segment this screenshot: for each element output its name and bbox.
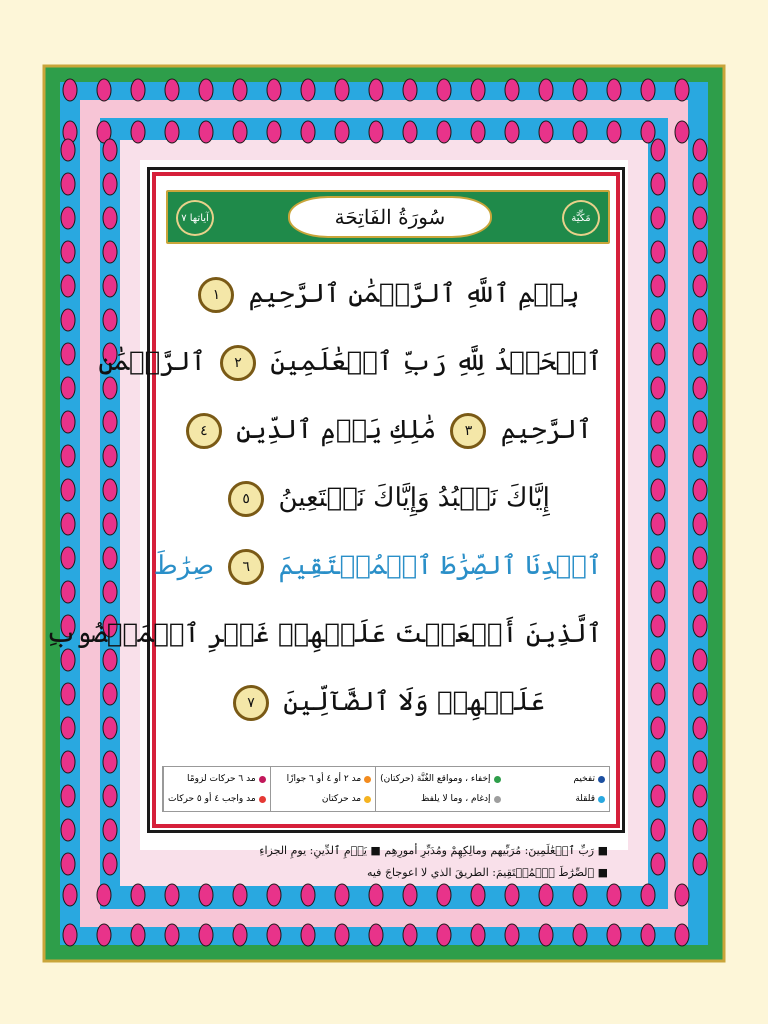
ornament-motif [693,343,707,365]
ornament-motif [693,275,707,297]
ornament-motif [641,79,655,101]
legend-item: مد ٦ حركات لزومًا [168,774,266,784]
ornament-motif [607,79,621,101]
ornament-motif [675,884,689,906]
verse-text: صِرَٰطَ [153,551,215,581]
ornament-motif [675,924,689,946]
verse-line-2 [98,328,616,396]
verse-line-4 [156,464,616,532]
verse-line-7 [156,668,616,736]
ornament-motif [103,785,117,807]
ornament-motif [693,581,707,603]
ornament-motif [641,884,655,906]
ornament-motif [61,139,75,161]
legend-item: مد ٢ أو ٤ أو ٦ جوازًا [275,774,371,784]
verse-text: إِيَّاكَ نَعۡبُدُ وَإِيَّاكَ نَسۡتَعِينُ [278,483,550,513]
ornament-motif [693,445,707,467]
ornament-motif [651,853,665,875]
ornament-motif [693,513,707,535]
ornament-motif [131,121,145,143]
verse-text: عَلَيۡهِمۡ وَلَا ٱلضَّآلِّينَ [283,687,546,717]
legend-item: إخفاء ، ومواقع الغُنَّة (حركتان) [380,774,500,784]
legend-item: قلقلة [509,794,605,804]
ornament-motif [61,309,75,331]
verse-text: ٱهۡدِنَا ٱلصِّرَٰطَ ٱلۡمُسۡتَقِيمَ [278,551,602,581]
legend-item: إدغام ، وما لا يلفظ [380,794,500,804]
ornament-motif [651,615,665,637]
ornament-motif [267,884,281,906]
ornament-motif [539,924,553,946]
verse-number: ٧ [233,685,269,721]
ornament-motif [693,241,707,263]
text-panel [45,172,620,828]
ornament-motif [61,819,75,841]
ornament-motif [651,207,665,229]
ornament-motif [61,479,75,501]
ornament-motif [651,479,665,501]
surah-title: سُورَةُ الفَاتِحَة [288,196,492,238]
ornament-motif [573,924,587,946]
ornament-motif [693,785,707,807]
ornament-motif [651,819,665,841]
ornament-motif [573,121,587,143]
ornament-motif [693,377,707,399]
ornament-motif [301,79,315,101]
ornament-motif [61,275,75,297]
ornament-motif [403,121,417,143]
ornament-motif [693,479,707,501]
ornament-motif [165,121,179,143]
legend-column-1 [163,767,270,811]
ornament-motif [651,411,665,433]
ornament-motif [165,884,179,906]
ornament-motif [103,819,117,841]
color-dot-icon [494,776,501,783]
color-dot-icon [259,796,266,803]
verse-number: ٥ [228,481,264,517]
ornament-motif [675,79,689,101]
ornament-motif [693,649,707,671]
ornament-motif [651,785,665,807]
ornament-motif [267,121,281,143]
ornament-motif [61,173,75,195]
ornament-motif [61,853,75,875]
ornament-motif [199,79,213,101]
verse-text: ٱلَّذِينَ أَنۡعَمۡتَ عَلَيۡهِمۡ غَيۡرِ ٱلۡمَغۡضُوبِ [45,619,602,649]
ornament-motif [641,924,655,946]
ornament-motif [505,121,519,143]
ornament-motif [103,207,117,229]
ornament-motif [573,884,587,906]
verse-line-1 [156,260,616,328]
ornament-motif [693,547,707,569]
ornament-motif [267,79,281,101]
ornament-motif [693,207,707,229]
ornament-motif [693,615,707,637]
ornament-motif [61,785,75,807]
ornament-motif [471,884,485,906]
ornament-motif [61,513,75,535]
ornament-motif [301,924,315,946]
ornament-motif [131,924,145,946]
ornament-motif [61,547,75,569]
ornament-motif [437,884,451,906]
ornament-motif [199,121,213,143]
color-dot-icon [364,776,371,783]
ornament-motif [369,79,383,101]
ornament-motif [63,924,77,946]
ornament-motif [165,79,179,101]
ornament-motif [651,581,665,603]
ornament-motif [471,924,485,946]
ornament-motif [675,121,689,143]
ornament-motif [505,884,519,906]
ornament-motif [471,121,485,143]
ornament-motif [103,853,117,875]
ornament-motif [573,79,587,101]
ornament-motif [165,924,179,946]
ornament-motif [539,884,553,906]
verse-text: ٱلۡحَمۡدُ لِلَّهِ رَبِّ ٱلۡعَٰلَمِينَ [270,347,602,377]
ornament-motif [651,241,665,263]
ornament-motif [369,924,383,946]
ornament-motif [403,924,417,946]
ornament-motif [103,445,117,467]
ornament-motif [651,751,665,773]
verse-text: ٱلرَّحِيمِ [500,415,593,445]
ornament-motif [539,121,553,143]
ornament-motif [131,884,145,906]
ornament-motif [651,717,665,739]
ornament-motif [651,139,665,161]
verse-line-6 [45,600,616,668]
ornament-motif [233,121,247,143]
ornament-motif [61,377,75,399]
legend-item: تفخيم [509,774,605,784]
ornament-motif [61,445,75,467]
verse-number: ٤ [186,413,222,449]
ornament-motif [693,411,707,433]
ornament-motif [61,207,75,229]
verse-text: ٱلرَّحۡمَٰنِ [98,347,206,377]
ornament-motif [693,173,707,195]
verse-number: ١ [198,277,234,313]
ornament-motif [693,853,707,875]
ornament-motif [61,411,75,433]
verse-text: مَٰلِكِ يَوۡمِ ٱلدِّينِ [236,415,437,445]
ornament-motif [651,547,665,569]
ornament-motif [103,513,117,535]
ornament-motif [369,884,383,906]
ornament-motif [539,79,553,101]
footnote-line-1: ■ رَبِّ ٱلۡعَٰلَمِينَ: مُرَبِّيهم ومالِكِهِمْ ومُدَبِّرِ أمورِهِم ■ يَوۡمِ ٱلدِّينِ: يومِ الجزاءِ [259,844,608,857]
ornament-motif [103,717,117,739]
ornament-motif [103,411,117,433]
surah-header [166,190,610,244]
ornament-motif [651,513,665,535]
ornament-motif [651,683,665,705]
ornament-motif [693,139,707,161]
ornament-motif [335,121,349,143]
ornament-motif [63,79,77,101]
ornament-motif [651,377,665,399]
ornament-motif [651,309,665,331]
ornament-motif [233,884,247,906]
ornament-motif [97,884,111,906]
ornament-motif [301,121,315,143]
ornament-motif [267,924,281,946]
ornament-motif [693,751,707,773]
legend-item: مد حركتان [275,794,371,804]
ornament-motif [651,173,665,195]
legend-column-3 [375,767,504,811]
ornament-motif [63,884,77,906]
ornament-motif [607,924,621,946]
ornament-motif [335,884,349,906]
legend-column-4 [505,767,609,811]
verse-number: ٣ [450,413,486,449]
ornament-motif [233,79,247,101]
ornament-motif [641,121,655,143]
color-dot-icon [259,776,266,783]
ornament-motif [61,683,75,705]
legend-column-2 [270,767,375,811]
ornament-motif [61,241,75,263]
ornament-motif [61,717,75,739]
verse-line-3 [156,396,616,464]
ornament-motif [103,479,117,501]
ornament-motif [199,884,213,906]
ornament-motif [103,241,117,263]
ornament-motif [693,683,707,705]
ornament-motif [97,79,111,101]
ornament-motif [103,547,117,569]
verse-line-5 [153,532,616,600]
ornament-motif [607,121,621,143]
ornament-motif [651,343,665,365]
ornament-motif [103,751,117,773]
ornament-motif [403,79,417,101]
ornament-motif [61,751,75,773]
ornament-motif [651,445,665,467]
ornament-motif [693,717,707,739]
ornament-motif [651,275,665,297]
ornament-motif [693,309,707,331]
ornament-motif [437,924,451,946]
ornament-motif [335,79,349,101]
ornament-motif [301,884,315,906]
verse-count-medal: آياتها ٧ [176,200,214,236]
ornament-motif [403,884,417,906]
ornament-motif [335,924,349,946]
ornament-motif [97,924,111,946]
color-dot-icon [598,796,605,803]
legend-item: مد واجب ٤ أو ٥ حركات [168,794,266,804]
verse-number: ٦ [228,549,264,585]
ornament-motif [103,683,117,705]
ornament-motif [505,79,519,101]
color-dot-icon [598,776,605,783]
ornament-motif [103,173,117,195]
ornament-motif [505,924,519,946]
tajweed-legend [162,766,610,812]
footnotes [160,840,608,884]
ornament-motif [131,79,145,101]
ornament-motif [607,884,621,906]
revelation-medal: مَكِّيَّة [562,200,600,236]
verse-text: بِسۡمِ ٱللَّهِ ٱلرَّحۡمَٰنِ ٱلرَّحِيمِ [248,279,580,309]
ornament-motif [471,79,485,101]
verse-number: ٢ [220,345,256,381]
ornament-motif [693,819,707,841]
ornament-motif [103,139,117,161]
ornament-motif [369,121,383,143]
footnote-line-2: ■ ٱلصِّرَٰطَ ٱلۡمُسۡتَقِيمَ: الطريقَ الذي لا اعوجاجَ فيه [366,866,608,879]
ornament-motif [233,924,247,946]
verses-block [45,260,616,736]
ornament-motif [437,79,451,101]
ornament-motif [651,649,665,671]
ornament-motif [103,275,117,297]
ornament-motif [437,121,451,143]
color-dot-icon [364,796,371,803]
ornament-motif [61,343,75,365]
ornament-motif [199,924,213,946]
color-dot-icon [494,796,501,803]
